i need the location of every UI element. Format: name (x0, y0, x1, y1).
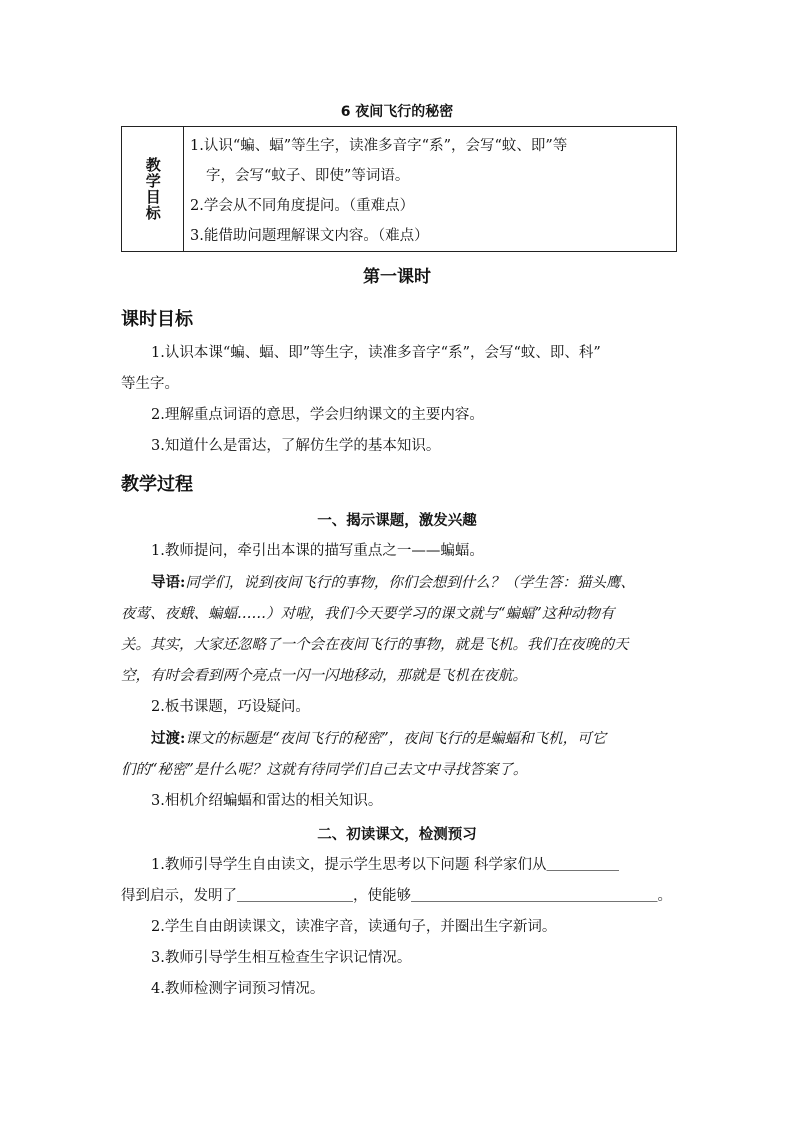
paragraph: 2.板书课题，巧设疑问。 (151, 699, 310, 715)
document-title: 6 夜间飞行的秘密 (340, 104, 454, 120)
goal-line: 字，会写“蚊子、即使”等词语。 (206, 168, 410, 184)
intro-text: 同学们，说到夜间飞行的事物，你们会想到什么？（学生答：猫头鹰、 (185, 575, 635, 591)
paragraph: 1.教师引导学生自由读文，提示学生思考以下问题 科学家们从＿＿＿＿＿ (151, 857, 619, 873)
paragraph (121, 567, 677, 599)
lesson-goals-heading: 课时目标 (121, 309, 193, 330)
part-two-title: 二、初读课文，检测预习 (317, 827, 477, 843)
goal-line: 3.能借助问题理解课文内容。（难点） (190, 228, 429, 244)
intro-label: 导语: (151, 574, 186, 591)
part-two-content (121, 850, 677, 1005)
list-item: 1.认识本课“蝙、蝠、即”等生字，读准多音字“系”，会写“蚊、即、科” (151, 345, 601, 361)
paragraph: 夜莺、夜蛾、蝙蝠……）对啦，我们今天要学习的课文就与“蝙蝠”这种动物有 (121, 606, 615, 622)
paragraph: 们的“秘密”是什么呢？这就有待同学们自己去文中寻找答案了。 (121, 762, 528, 778)
teaching-process-heading: 教学过程 (121, 474, 193, 495)
paragraph: 4.教师检测字词预习情况。 (151, 981, 325, 997)
paragraph: 得到启示，发明了＿＿＿＿＿＿＿＿，使能够＿＿＿＿＿＿＿＿＿＿＿＿＿＿＿＿＿。 (121, 888, 672, 904)
paragraph: 3.教师引导学生相互检查生字识记情况。 (151, 950, 412, 966)
paragraph: 关。其实，大家还忽略了一个会在夜间飞行的事物，就是飞机。我们在夜晚的天 (121, 637, 629, 653)
paragraph (121, 723, 677, 755)
teaching-goals-content (190, 131, 670, 251)
paragraph: 1.教师提问，牵引出本课的描写重点之一——蝙蝠。 (151, 543, 484, 559)
paragraph: 空，有时会看到两个亮点一闪一闪地移动，那就是飞机在夜航。 (121, 668, 527, 684)
transition-text: 课文的标题是“夜间飞行的秘密”，夜间飞行的是蝙蝠和飞机，可它 (185, 731, 607, 747)
list-item: 等生字。 (121, 376, 179, 392)
part-one-content (121, 536, 677, 817)
lesson-goals-list (121, 338, 677, 462)
teaching-goals-header-cell (122, 127, 184, 251)
goal-line: 2.学会从不同角度提问。（重难点） (190, 198, 415, 214)
teaching-goals-table (121, 126, 677, 252)
list-item: 3.知道什么是雷达，了解仿生学的基本知识。 (151, 438, 441, 454)
transition-label: 过渡: (151, 730, 186, 747)
paragraph: 2.学生自由朗读课文，读准字音，读通句子，并圈出生字新词。 (151, 919, 557, 935)
teaching-goals-header: 教学目标 (143, 157, 162, 221)
paragraph: 3.相机介绍蝙蝠和雷达的相关知识。 (151, 793, 383, 809)
lesson-heading: 第一课时 (363, 267, 431, 287)
goal-line: 1.认识“蝙、蝠”等生字，读准多音字“系”，会写“蚊、即”等 (190, 138, 568, 154)
list-item: 2.理解重点词语的意思，学会归纳课文的主要内容。 (151, 407, 484, 423)
part-one-title: 一、揭示课题，激发兴趣 (317, 513, 477, 529)
